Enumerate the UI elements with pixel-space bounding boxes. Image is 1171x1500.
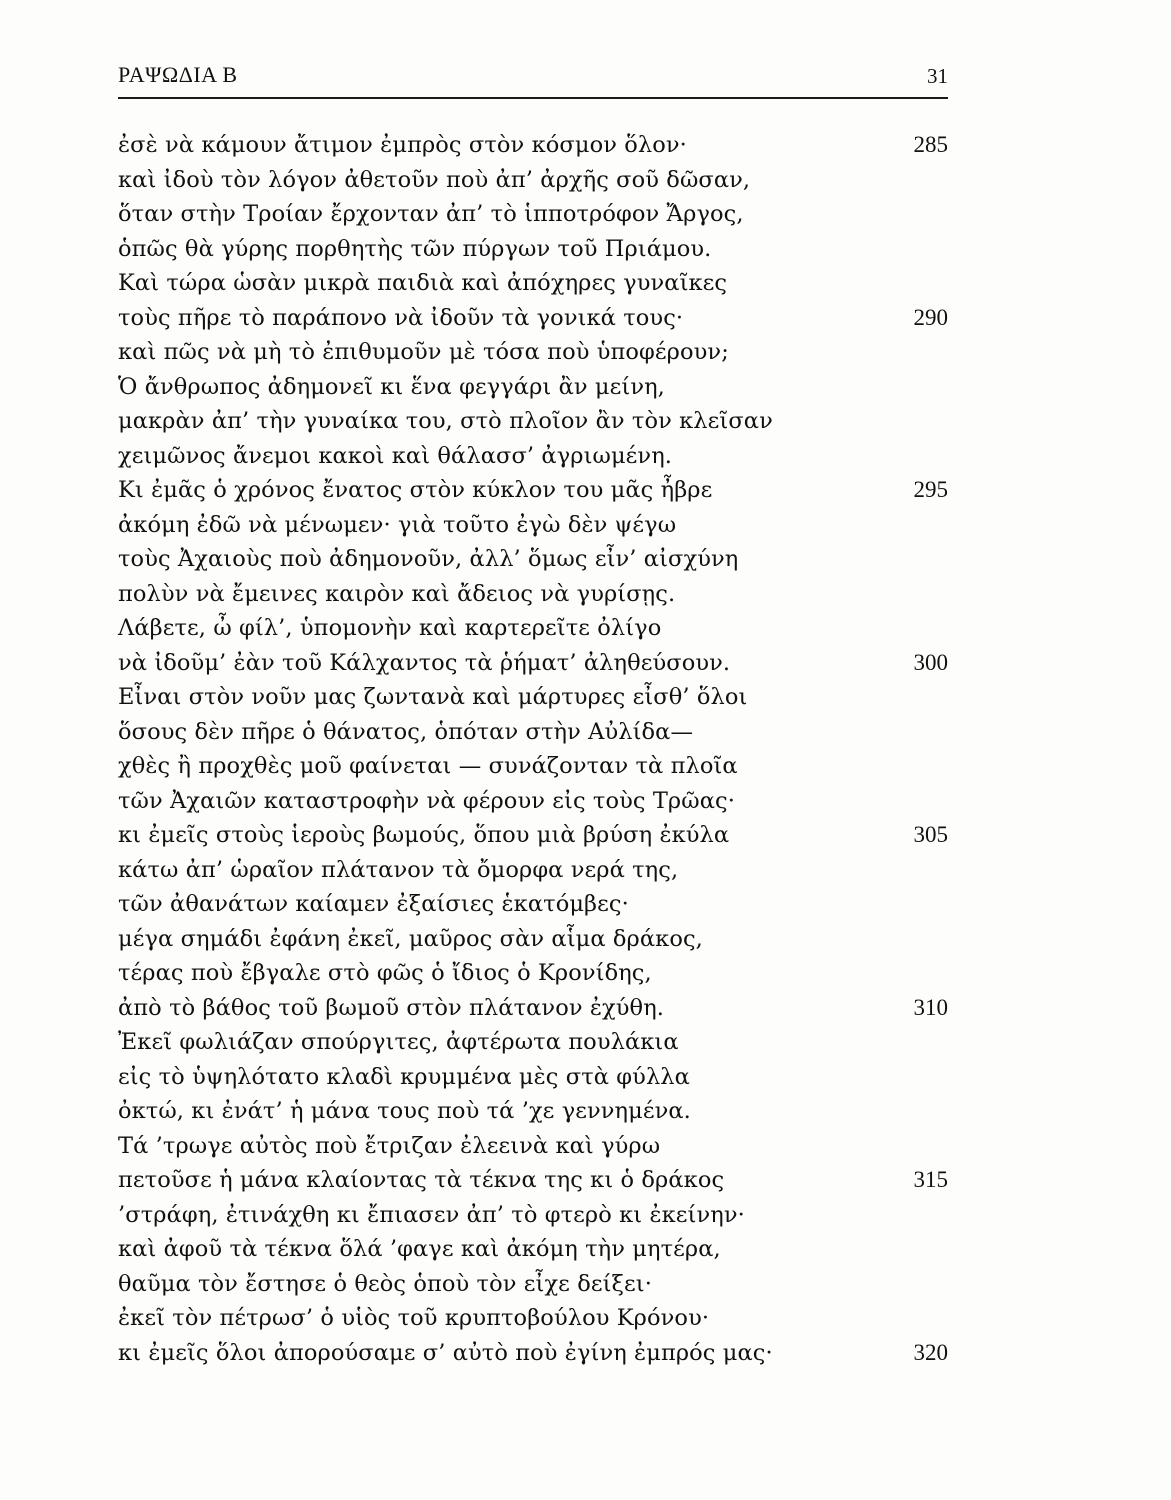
verse-line bbox=[118, 508, 948, 543]
verse-text: κι ἐμεῖς ὅλοι ἀπορούσαμε σ’ αὐτὸ ποὺ ἐγίνη ἐμπρός μας· bbox=[118, 1339, 773, 1366]
verse-text: Ἐκεῖ φωλιάζαν σπούργιτες, ἀφτέρωτα πουλάκια bbox=[118, 1029, 679, 1055]
verse-text: ὅσους δὲν πῆρε ὁ θάνατος, ὁπόταν στὴν Αὐλίδα— bbox=[118, 718, 694, 745]
verse-line bbox=[118, 887, 948, 922]
verse-text: εἰς τὸ ὑψηλότατο κλαδὶ κρυμμένα μὲς στὰ φύλλα bbox=[118, 1063, 690, 1090]
verse-text: ἐσὲ νὰ κάμουν ἄτιμον ἐμπρὸς στὸν κόσμον ὅλον· bbox=[118, 132, 687, 158]
verse-line bbox=[118, 1129, 948, 1164]
verse-line bbox=[118, 1301, 948, 1336]
verse-text: κι ἐμεῖς στοὺς ἱεροὺς βωμούς, ὅπου μιὰ βρύση ἐκύλα bbox=[118, 822, 730, 848]
verse-line bbox=[118, 922, 948, 957]
verse-text: ’στράφη, ἐτινάχθη κι ἔπιασεν ἀπ’ τὸ φτερὸ κι ἐκείνην· bbox=[118, 1201, 745, 1228]
line-number: 305 bbox=[913, 822, 948, 847]
verse-text: καὶ ἀφοῦ τὰ τέκνα ὅλά ’φαγε καὶ ἀκόμη τὴν μητέρα, bbox=[118, 1236, 721, 1262]
verse-text: Ὁ ἄνθρωπος ἀδημονεῖ κι ἕνα φεγγάρι ἂν μείνη, bbox=[118, 373, 665, 400]
page-number: 31 bbox=[927, 64, 948, 88]
verse-text: μέγα σημάδι ἐφάνη ἐκεῖ, μαῦρος σὰν αἷμα δράκος, bbox=[118, 925, 703, 952]
verse-text: θαῦμα τὸν ἔστησε ὁ θεὸς ὁποὺ τὸν εἶχε δείξει· bbox=[118, 1270, 652, 1297]
verse-text: καὶ πῶς νὰ μὴ τὸ ἐπιθυμοῦν μὲ τόσα ποὺ ὑποφέρουν; bbox=[118, 339, 729, 365]
verse-text: καὶ ἰδοὺ τὸν λόγον ἀθετοῦν ποὺ ἀπ’ ἀρχῆς σοῦ δῶσαν, bbox=[118, 166, 751, 193]
line-number: 300 bbox=[913, 649, 948, 675]
line-number: 290 bbox=[913, 304, 948, 330]
verse-line bbox=[118, 197, 948, 232]
verse-text: τοὺς πῆρε τὸ παράπονο νὰ ἰδοῦν τὰ γονικά τους· bbox=[118, 304, 684, 331]
verse-line bbox=[118, 232, 948, 267]
verse-line bbox=[118, 577, 948, 612]
verse-line bbox=[118, 370, 948, 405]
verse-text: ὁπῶς θὰ γύρης πορθητὴς τῶν πύργων τοῦ Πριάμου. bbox=[118, 235, 712, 262]
verse-text: ὅταν στὴν Τροίαν ἔρχονταν ἀπ’ τὸ ἱπποτρόφον Ἄργος, bbox=[118, 201, 744, 227]
verse-line bbox=[118, 646, 948, 681]
verse-line bbox=[118, 1094, 948, 1129]
verse-line bbox=[118, 1336, 948, 1371]
verse-line bbox=[118, 404, 948, 439]
verse-line bbox=[118, 163, 948, 198]
line-number: 310 bbox=[913, 994, 948, 1020]
running-head bbox=[118, 62, 948, 92]
verse-line bbox=[118, 266, 948, 301]
verse-line bbox=[118, 335, 948, 370]
verse-line bbox=[118, 1163, 948, 1198]
verse-line bbox=[118, 611, 948, 646]
verse-line bbox=[118, 439, 948, 474]
verse-text: τέρας ποὺ ἔβγαλε στὸ φῶς ὁ ἴδιος ὁ Κρονίδης, bbox=[118, 960, 652, 986]
verse-text: χθὲς ἢ προχθὲς μοῦ φαίνεται — συνάζονταν τὰ πλοῖα bbox=[118, 753, 738, 779]
verse-text: τῶν Ἀχαιῶν καταστροφὴν νὰ φέρουν εἰς τοὺς Τρῶας· bbox=[118, 787, 735, 814]
verse-line bbox=[118, 1232, 948, 1267]
verse-text: Καὶ τώρα ὡσὰν μικρὰ παιδιὰ καὶ ἀπόχηρες γυναῖκες bbox=[118, 270, 728, 296]
verse-line bbox=[118, 818, 948, 853]
line-number: 315 bbox=[913, 1167, 948, 1192]
verse-line bbox=[118, 1198, 948, 1233]
verse-text: πολὺν νὰ ἔμεινες καιρὸν καὶ ἄδειος νὰ γυρίσῃς. bbox=[118, 580, 676, 607]
verse-text: Τά ’τρωγε αὐτὸς ποὺ ἔτριζαν ἐλεεινὰ καὶ γύρω bbox=[118, 1132, 661, 1159]
verse-line bbox=[118, 784, 948, 819]
verse-line bbox=[118, 1025, 948, 1060]
verse-line bbox=[118, 749, 948, 784]
verse-line bbox=[118, 715, 948, 750]
verse-line bbox=[118, 991, 948, 1026]
verse-text: τῶν ἀθανάτων καίαμεν ἐξαίσιες ἑκατόμβες· bbox=[118, 891, 629, 917]
verse-line bbox=[118, 1267, 948, 1302]
verse-text: ὀκτώ, κι ἐνάτ’ ἡ μάνα τους ποὺ τά ’χε γεννημένα. bbox=[118, 1098, 691, 1124]
verse-text: Κι ἐμᾶς ὁ χρόνος ἔνατος στὸν κύκλον του μᾶς ἦβρε bbox=[118, 477, 713, 503]
line-number: 295 bbox=[913, 477, 948, 502]
verse-text: ἀπὸ τὸ βάθος τοῦ βωμοῦ στὸν πλάτανον ἐχύθη. bbox=[118, 994, 665, 1021]
verse-line bbox=[118, 956, 948, 991]
verse-line bbox=[118, 1060, 948, 1095]
verse-line bbox=[118, 128, 948, 163]
verse-line bbox=[118, 680, 948, 715]
verse-list bbox=[118, 128, 948, 1370]
verse-line bbox=[118, 473, 948, 508]
verse-line bbox=[118, 853, 948, 888]
verse-text: πετοῦσε ἡ μάνα κλαίοντας τὰ τέκνα της κι ὁ δράκος bbox=[118, 1167, 725, 1193]
chapter-title: ΡΑΨΩΔΙΑ Β bbox=[118, 62, 238, 87]
verse-text: Εἶναι στὸν νοῦν μας ζωντανὰ καὶ μάρτυρες εἶσθ’ ὅλοι bbox=[118, 684, 748, 710]
verse-text: τοὺς Ἀχαιοὺς ποὺ ἀδημονοῦν, ἀλλ’ ὅμως εἶν’ αἰσχύνη bbox=[118, 546, 739, 572]
header-rule bbox=[118, 97, 948, 99]
verse-text: μακρὰν ἀπ’ τὴν γυναίκα του, στὸ πλοῖον ἂν τὸν κλεῖσαν bbox=[118, 408, 773, 434]
line-number: 320 bbox=[913, 1339, 948, 1365]
verse-text: ἐκεῖ τὸν πέτρωσ’ ὁ υἱὸς τοῦ κρυπτοβούλου Κρόνου· bbox=[118, 1305, 710, 1331]
verse-text: Λάβετε, ὦ φίλ’, ὑπομονὴν καὶ καρτερεῖτε ὀλίγο bbox=[118, 615, 662, 641]
verse-text: ἀκόμη ἐδῶ νὰ μένωμεν· γιὰ τοῦτο ἐγὼ δὲν ψέγω bbox=[118, 511, 677, 538]
verse-line bbox=[118, 542, 948, 577]
verse-text: κάτω ἀπ’ ὡραῖον πλάτανον τὰ ὄμορφα νερά της, bbox=[118, 856, 679, 883]
verse-text: χειμῶνος ἄνεμοι κακοὶ καὶ θάλασσ’ ἀγριωμένη. bbox=[118, 442, 673, 469]
verse-line bbox=[118, 301, 948, 336]
verse-text: νὰ ἰδοῦμ’ ἐὰν τοῦ Κάλχαντος τὰ ῥήματ’ ἀληθεύσουν. bbox=[118, 649, 731, 676]
line-number: 285 bbox=[913, 132, 948, 157]
